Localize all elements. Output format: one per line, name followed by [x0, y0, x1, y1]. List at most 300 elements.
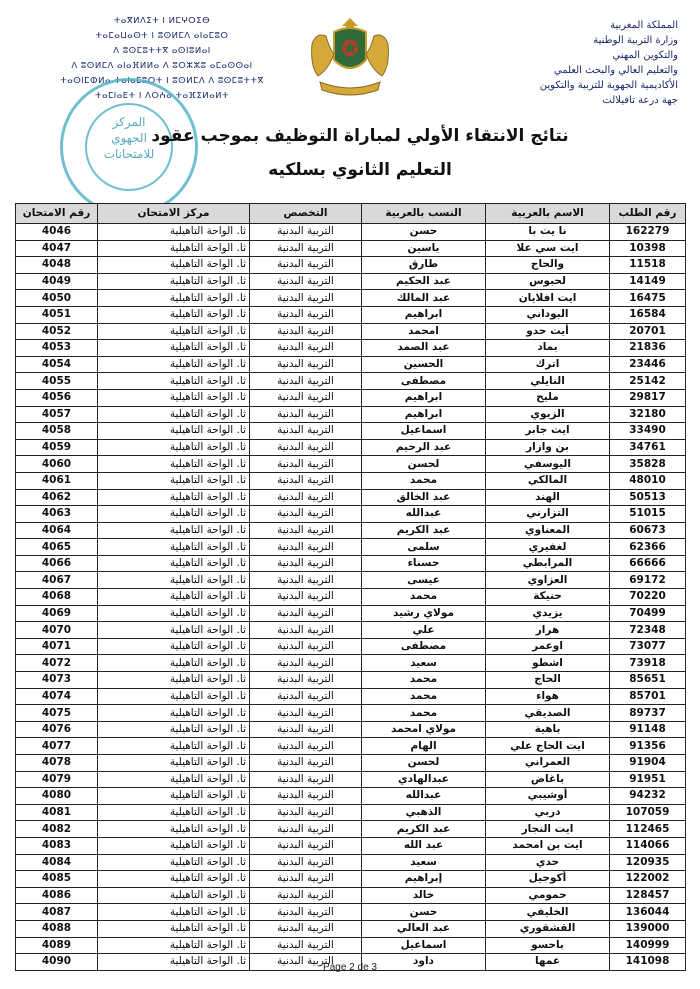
last-name-cell: اسماعيل — [362, 937, 486, 954]
column-header: النسب بالعربية — [362, 204, 486, 224]
last-name-cell: محمد — [362, 472, 486, 489]
first-name-cell: عمها — [486, 954, 610, 971]
exam-center-cell: ثا. الواحة التاهيلية — [98, 771, 250, 788]
last-name-cell: عبد الكريم — [362, 821, 486, 838]
table-header-row — [16, 204, 686, 224]
exam-number-cell: 4074 — [16, 688, 98, 705]
last-name-cell: الذهبي — [362, 804, 486, 821]
first-name-cell: مليح — [486, 389, 610, 406]
exam-center-cell: ثا. الواحة التاهيلية — [98, 522, 250, 539]
application-number-cell: 66666 — [610, 555, 686, 572]
exam-center-cell: ثا. الواحة التاهيلية — [98, 589, 250, 606]
first-name-cell: حنيكة — [486, 589, 610, 606]
first-name-cell: ايت سي علا — [486, 240, 610, 257]
last-name-cell: ياسين — [362, 240, 486, 257]
specialty-cell: التربية البدنية — [250, 539, 362, 556]
table-row — [16, 240, 686, 257]
first-name-cell: المعناوي — [486, 522, 610, 539]
exam-number-cell: 4064 — [16, 522, 98, 539]
exam-number-cell: 4069 — [16, 605, 98, 622]
table-row — [16, 804, 686, 821]
application-number-cell: 122002 — [610, 871, 686, 888]
first-name-cell: هواء — [486, 688, 610, 705]
first-name-cell: لغفيري — [486, 539, 610, 556]
table-row — [16, 755, 686, 772]
table-row — [16, 705, 686, 722]
table-row — [16, 605, 686, 622]
exam-number-cell: 4070 — [16, 622, 98, 639]
first-name-cell: الهند — [486, 489, 610, 506]
table-row — [16, 871, 686, 888]
specialty-cell: التربية البدنية — [250, 920, 362, 937]
application-number-cell: 16475 — [610, 290, 686, 307]
first-name-cell: اليوسفي — [486, 456, 610, 473]
table-row — [16, 406, 686, 423]
exam-number-cell: 4047 — [16, 240, 98, 257]
exam-number-cell: 4072 — [16, 655, 98, 672]
application-number-cell: 16584 — [610, 306, 686, 323]
application-number-cell: 91904 — [610, 755, 686, 772]
specialty-cell: التربية البدنية — [250, 290, 362, 307]
first-name-cell: أيت حدو — [486, 323, 610, 340]
first-name-cell: باغاض — [486, 771, 610, 788]
header-line: ⵜⴰⴳⵍⴷⵉⵜ ⵏ ⵍⵎⵖⵔⵉⴱ — [113, 16, 211, 26]
header-line: الأكاديمية الجهوية للتربية والتكوين — [539, 80, 678, 91]
specialty-cell: التربية البدنية — [250, 804, 362, 821]
last-name-cell: علي — [362, 622, 486, 639]
exam-center-cell: ثا. الواحة التاهيلية — [98, 290, 250, 307]
last-name-cell: امحمد — [362, 323, 486, 340]
table-row — [16, 472, 686, 489]
last-name-cell: عبد الكريم — [362, 522, 486, 539]
exam-number-cell: 4087 — [16, 904, 98, 921]
application-number-cell: 11518 — [610, 257, 686, 274]
exam-number-cell: 4057 — [16, 406, 98, 423]
exam-center-cell: ثا. الواحة التاهيلية — [98, 821, 250, 838]
table-body — [16, 224, 686, 971]
last-name-cell: حسن — [362, 904, 486, 921]
first-name-cell: بماد — [486, 340, 610, 357]
exam-number-cell: 4088 — [16, 920, 98, 937]
header-line: جهة درعة تافيلالت — [602, 95, 678, 106]
table-row — [16, 290, 686, 307]
column-header: رقم الامتحان — [16, 204, 98, 224]
specialty-cell: التربية البدنية — [250, 356, 362, 373]
exam-center-cell: ثا. الواحة التاهيلية — [98, 954, 250, 971]
last-name-cell: ابراهيم — [362, 306, 486, 323]
last-name-cell: داود — [362, 954, 486, 971]
last-name-cell: الهام — [362, 738, 486, 755]
exam-number-cell: 4076 — [16, 721, 98, 738]
table-row — [16, 638, 686, 655]
specialty-cell: التربية البدنية — [250, 257, 362, 274]
exam-number-cell: 4054 — [16, 356, 98, 373]
exam-center-cell: ثا. الواحة التاهيلية — [98, 555, 250, 572]
exam-center-cell: ثا. الواحة التاهيلية — [98, 904, 250, 921]
header-line: ⵜⴰⵙⵏⵎⵀⵍⴰ ⵜⴰⵏⴰⵎⵓⵔⵜ ⵏ ⵓⵙⵍⵎⴷ ⴷ ⵓⵙⵎⵓⵜⵜⴳ — [60, 76, 264, 86]
table-row — [16, 273, 686, 290]
specialty-cell: التربية البدنية — [250, 821, 362, 838]
application-number-cell: 85701 — [610, 688, 686, 705]
specialty-cell: التربية البدنية — [250, 423, 362, 440]
specialty-cell: التربية البدنية — [250, 589, 362, 606]
last-name-cell: عبد الحكيم — [362, 273, 486, 290]
first-name-cell: نا يت با — [486, 224, 610, 241]
table-row — [16, 439, 686, 456]
header-line: ⴷ ⵓⵙⵍⵎⴷ ⴰⵏⴰⴼⵍⵍⴰ ⴷ ⵓⵔⵣⵣⵓ ⴰⵎⴰⵙⵙⴰⵏ — [71, 61, 253, 71]
application-number-cell: 94232 — [610, 788, 686, 805]
specialty-cell: التربية البدنية — [250, 323, 362, 340]
column-header: رقم الطلب — [610, 204, 686, 224]
first-name-cell: الزيوي — [486, 406, 610, 423]
specialty-cell: التربية البدنية — [250, 456, 362, 473]
specialty-cell: التربية البدنية — [250, 224, 362, 241]
exam-center-cell: ثا. الواحة التاهيلية — [98, 920, 250, 937]
exam-number-cell: 4046 — [16, 224, 98, 241]
exam-center-cell: ثا. الواحة التاهيلية — [98, 456, 250, 473]
exam-center-cell: ثا. الواحة التاهيلية — [98, 423, 250, 440]
application-number-cell: 70499 — [610, 605, 686, 622]
exam-number-cell: 4086 — [16, 887, 98, 904]
last-name-cell: محمد — [362, 589, 486, 606]
exam-number-cell: 4060 — [16, 456, 98, 473]
table-row — [16, 721, 686, 738]
table-row — [16, 373, 686, 390]
application-number-cell: 20701 — [610, 323, 686, 340]
first-name-cell: اترك — [486, 356, 610, 373]
exam-center-cell: ثا. الواحة التاهيلية — [98, 273, 250, 290]
exam-number-cell: 4056 — [16, 389, 98, 406]
exam-center-cell: ثا. الواحة التاهيلية — [98, 439, 250, 456]
exam-number-cell: 4084 — [16, 854, 98, 871]
specialty-cell: التربية البدنية — [250, 672, 362, 689]
exam-number-cell: 4085 — [16, 871, 98, 888]
results-table — [15, 203, 686, 971]
last-name-cell: عبدالله — [362, 506, 486, 523]
table-row — [16, 539, 686, 556]
stamp-text: المركز — [112, 115, 146, 129]
table-row — [16, 555, 686, 572]
specialty-cell: التربية البدنية — [250, 622, 362, 639]
table-row — [16, 920, 686, 937]
last-name-cell: عبد الله — [362, 837, 486, 854]
exam-number-cell: 4081 — [16, 804, 98, 821]
application-number-cell: 91356 — [610, 738, 686, 755]
first-name-cell: التزارني — [486, 506, 610, 523]
last-name-cell: عبدالهادي — [362, 771, 486, 788]
application-number-cell: 48010 — [610, 472, 686, 489]
application-number-cell: 35828 — [610, 456, 686, 473]
exam-center-cell: ثا. الواحة التاهيلية — [98, 887, 250, 904]
table-row — [16, 456, 686, 473]
table-row — [16, 572, 686, 589]
first-name-cell: الخليفي — [486, 904, 610, 921]
last-name-cell: خالد — [362, 887, 486, 904]
exam-number-cell: 4073 — [16, 672, 98, 689]
specialty-cell: التربية البدنية — [250, 854, 362, 871]
first-name-cell: البوداني — [486, 306, 610, 323]
exam-number-cell: 4059 — [16, 439, 98, 456]
exam-center-cell: ثا. الواحة التاهيلية — [98, 871, 250, 888]
exam-center-cell: ثا. الواحة التاهيلية — [98, 389, 250, 406]
first-name-cell: حمومي — [486, 887, 610, 904]
table-row — [16, 306, 686, 323]
last-name-cell: محمد — [362, 688, 486, 705]
header-line: والتعليم العالي والبحث العلمي — [553, 65, 678, 76]
specialty-cell: التربية البدنية — [250, 904, 362, 921]
first-name-cell: باحسو — [486, 937, 610, 954]
exam-number-cell: 4083 — [16, 837, 98, 854]
application-number-cell: 112465 — [610, 821, 686, 838]
specialty-cell: التربية البدنية — [250, 738, 362, 755]
last-name-cell: حسناء — [362, 555, 486, 572]
official-stamp — [60, 78, 198, 216]
application-number-cell: 23446 — [610, 356, 686, 373]
exam-center-cell: ثا. الواحة التاهيلية — [98, 373, 250, 390]
specialty-cell: التربية البدنية — [250, 489, 362, 506]
document-title: نتائج الانتقاء الأولي لمباراة التوظيف بموجب عقود — [151, 126, 569, 146]
exam-number-cell: 4055 — [16, 373, 98, 390]
first-name-cell: باهية — [486, 721, 610, 738]
specialty-cell: التربية البدنية — [250, 887, 362, 904]
last-name-cell: مصطفى — [362, 373, 486, 390]
exam-center-cell: ثا. الواحة التاهيلية — [98, 721, 250, 738]
last-name-cell: ابراهيم — [362, 406, 486, 423]
exam-center-cell: ثا. الواحة التاهيلية — [98, 937, 250, 954]
first-name-cell: والحاج — [486, 257, 610, 274]
first-name-cell: الحاج — [486, 672, 610, 689]
application-number-cell: 51015 — [610, 506, 686, 523]
first-name-cell: ايت النجار — [486, 821, 610, 838]
first-name-cell: اشطو — [486, 655, 610, 672]
application-number-cell: 139000 — [610, 920, 686, 937]
application-number-cell: 73077 — [610, 638, 686, 655]
application-number-cell: 107059 — [610, 804, 686, 821]
last-name-cell: سعيد — [362, 655, 486, 672]
table-row — [16, 738, 686, 755]
first-name-cell: هرار — [486, 622, 610, 639]
application-number-cell: 136044 — [610, 904, 686, 921]
exam-number-cell: 4052 — [16, 323, 98, 340]
exam-number-cell: 4089 — [16, 937, 98, 954]
application-number-cell: 89737 — [610, 705, 686, 722]
column-header: الاسم بالعربية — [486, 204, 610, 224]
last-name-cell: محمد — [362, 705, 486, 722]
exam-number-cell: 4071 — [16, 638, 98, 655]
specialty-cell: التربية البدنية — [250, 340, 362, 357]
specialty-cell: التربية البدنية — [250, 837, 362, 854]
specialty-cell: التربية البدنية — [250, 522, 362, 539]
exam-number-cell: 4058 — [16, 423, 98, 440]
last-name-cell: مولاي امحمد — [362, 721, 486, 738]
last-name-cell: عبد الخالق — [362, 489, 486, 506]
exam-number-cell: 4067 — [16, 572, 98, 589]
exam-number-cell: 4061 — [16, 472, 98, 489]
last-name-cell: عبدالله — [362, 788, 486, 805]
first-name-cell: لحبوس — [486, 273, 610, 290]
first-name-cell: ايت افلايان — [486, 290, 610, 307]
application-number-cell: 69172 — [610, 572, 686, 589]
first-name-cell: بن وازار — [486, 439, 610, 456]
exam-center-cell: ثا. الواحة التاهيلية — [98, 622, 250, 639]
table-row — [16, 904, 686, 921]
last-name-cell: عيسى — [362, 572, 486, 589]
exam-center-cell: ثا. الواحة التاهيلية — [98, 257, 250, 274]
exam-number-cell: 4049 — [16, 273, 98, 290]
exam-center-cell: ثا. الواحة التاهيلية — [98, 472, 250, 489]
application-number-cell: 50513 — [610, 489, 686, 506]
exam-number-cell: 4080 — [16, 788, 98, 805]
application-number-cell: 60673 — [610, 522, 686, 539]
table-row — [16, 506, 686, 523]
specialty-cell: التربية البدنية — [250, 705, 362, 722]
exam-center-cell: ثا. الواحة التاهيلية — [98, 705, 250, 722]
exam-center-cell: ثا. الواحة التاهيلية — [98, 837, 250, 854]
table-row — [16, 257, 686, 274]
exam-center-cell: ثا. الواحة التاهيلية — [98, 788, 250, 805]
application-number-cell: 32180 — [610, 406, 686, 423]
exam-number-cell: 4077 — [16, 738, 98, 755]
exam-center-cell: ثا. الواحة التاهيلية — [98, 489, 250, 506]
application-number-cell: 29817 — [610, 389, 686, 406]
specialty-cell: التربية البدنية — [250, 306, 362, 323]
table-row — [16, 788, 686, 805]
last-name-cell: مصطفى — [362, 638, 486, 655]
header-line: والتكوين المهني — [612, 50, 678, 61]
exam-number-cell: 4090 — [16, 954, 98, 971]
table-row — [16, 522, 686, 539]
exam-number-cell: 4065 — [16, 539, 98, 556]
application-number-cell: 34761 — [610, 439, 686, 456]
table-row — [16, 340, 686, 357]
last-name-cell: إبراهيم — [362, 871, 486, 888]
exam-number-cell: 4051 — [16, 306, 98, 323]
first-name-cell: يزيدي — [486, 605, 610, 622]
specialty-cell: التربية البدنية — [250, 389, 362, 406]
first-name-cell: العزاوي — [486, 572, 610, 589]
application-number-cell: 21836 — [610, 340, 686, 357]
stamp-text: الجهوي — [111, 131, 147, 145]
first-name-cell: المالكي — [486, 472, 610, 489]
specialty-cell: التربية البدنية — [250, 788, 362, 805]
application-number-cell: 91951 — [610, 771, 686, 788]
application-number-cell: 14149 — [610, 273, 686, 290]
last-name-cell: ابراهيم — [362, 389, 486, 406]
exam-center-cell: ثا. الواحة التاهيلية — [98, 572, 250, 589]
specialty-cell: التربية البدنية — [250, 439, 362, 456]
first-name-cell: ايت بن امحمد — [486, 837, 610, 854]
specialty-cell: التربية البدنية — [250, 755, 362, 772]
header-line: وزارة التربية الوطنية — [593, 35, 678, 46]
table-row — [16, 821, 686, 838]
specialty-cell: التربية البدنية — [250, 688, 362, 705]
exam-number-cell: 4082 — [16, 821, 98, 838]
specialty-cell: التربية البدنية — [250, 937, 362, 954]
last-name-cell: الحسين — [362, 356, 486, 373]
last-name-cell: عبد الرحيم — [362, 439, 486, 456]
first-name-cell: العمراني — [486, 755, 610, 772]
table-row — [16, 356, 686, 373]
exam-center-cell: ثا. الواحة التاهيلية — [98, 240, 250, 257]
exam-center-cell: ثا. الواحة التاهيلية — [98, 638, 250, 655]
exam-center-cell: ثا. الواحة التاهيلية — [98, 655, 250, 672]
application-number-cell: 62366 — [610, 539, 686, 556]
table-row — [16, 887, 686, 904]
specialty-cell: التربية البدنية — [250, 406, 362, 423]
column-header: مركز الامتحان — [98, 204, 250, 224]
table-row — [16, 423, 686, 440]
exam-center-cell: ثا. الواحة التاهيلية — [98, 688, 250, 705]
last-name-cell: لحسن — [362, 755, 486, 772]
exam-center-cell: ثا. الواحة التاهيلية — [98, 738, 250, 755]
last-name-cell: عبد الصمد — [362, 340, 486, 357]
first-name-cell: اوعمر — [486, 638, 610, 655]
exam-number-cell: 4078 — [16, 755, 98, 772]
table-row — [16, 389, 686, 406]
table-row — [16, 622, 686, 639]
first-name-cell: الصديقي — [486, 705, 610, 722]
application-number-cell: 10398 — [610, 240, 686, 257]
table-row — [16, 854, 686, 871]
first-name-cell: المرابطي — [486, 555, 610, 572]
exam-number-cell: 4075 — [16, 705, 98, 722]
specialty-cell: التربية البدنية — [250, 506, 362, 523]
column-header: التخصص — [250, 204, 362, 224]
header-line: ⵜⴰⵎⵏⴰⴹⵜ ⵏ ⴷⵔⵄⴰ ⵜⴰⴼⵉⵍⴰⵍⵜ — [94, 91, 230, 101]
table-row — [16, 688, 686, 705]
last-name-cell: لحسن — [362, 456, 486, 473]
specialty-cell: التربية البدنية — [250, 555, 362, 572]
table-row — [16, 655, 686, 672]
header-line: ⵜⴰⵎⴰⵡⴰⵙⵜ ⵏ ⵓⵙⵍⵎⴷ ⴰⵏⴰⵎⵓⵔ — [95, 31, 229, 41]
exam-center-cell: ثا. الواحة التاهيلية — [98, 672, 250, 689]
application-number-cell: 73918 — [610, 655, 686, 672]
exam-number-cell: 4062 — [16, 489, 98, 506]
exam-center-cell: ثا. الواحة التاهيلية — [98, 356, 250, 373]
specialty-cell: التربية البدنية — [250, 638, 362, 655]
exam-center-cell: ثا. الواحة التاهيلية — [98, 506, 250, 523]
last-name-cell: حسن — [362, 224, 486, 241]
application-number-cell: 162279 — [610, 224, 686, 241]
application-number-cell: 72348 — [610, 622, 686, 639]
specialty-cell: التربية البدنية — [250, 472, 362, 489]
table-row — [16, 837, 686, 854]
last-name-cell: سلمى — [362, 539, 486, 556]
first-name-cell: دربي — [486, 804, 610, 821]
stamp-text: للامتحانات — [103, 147, 155, 161]
application-number-cell: 25142 — [610, 373, 686, 390]
exam-number-cell: 4068 — [16, 589, 98, 606]
exam-center-cell: ثا. الواحة التاهيلية — [98, 804, 250, 821]
exam-center-cell: ثا. الواحة التاهيلية — [98, 306, 250, 323]
table-row — [16, 323, 686, 340]
last-name-cell: محمد — [362, 672, 486, 689]
last-name-cell: مولاي رشيد — [362, 605, 486, 622]
exam-number-cell: 4053 — [16, 340, 98, 357]
application-number-cell: 120935 — [610, 854, 686, 871]
first-name-cell: أكوجيل — [486, 871, 610, 888]
ministry-header-arabic — [458, 18, 678, 108]
specialty-cell: التربية البدنية — [250, 771, 362, 788]
specialty-cell: التربية البدنية — [250, 240, 362, 257]
exam-center-cell: ثا. الواحة التاهيلية — [98, 755, 250, 772]
exam-center-cell: ثا. الواحة التاهيلية — [98, 539, 250, 556]
specialty-cell: التربية البدنية — [250, 871, 362, 888]
last-name-cell: سعيد — [362, 854, 486, 871]
table-row — [16, 224, 686, 241]
specialty-cell: التربية البدنية — [250, 605, 362, 622]
application-number-cell: 33490 — [610, 423, 686, 440]
